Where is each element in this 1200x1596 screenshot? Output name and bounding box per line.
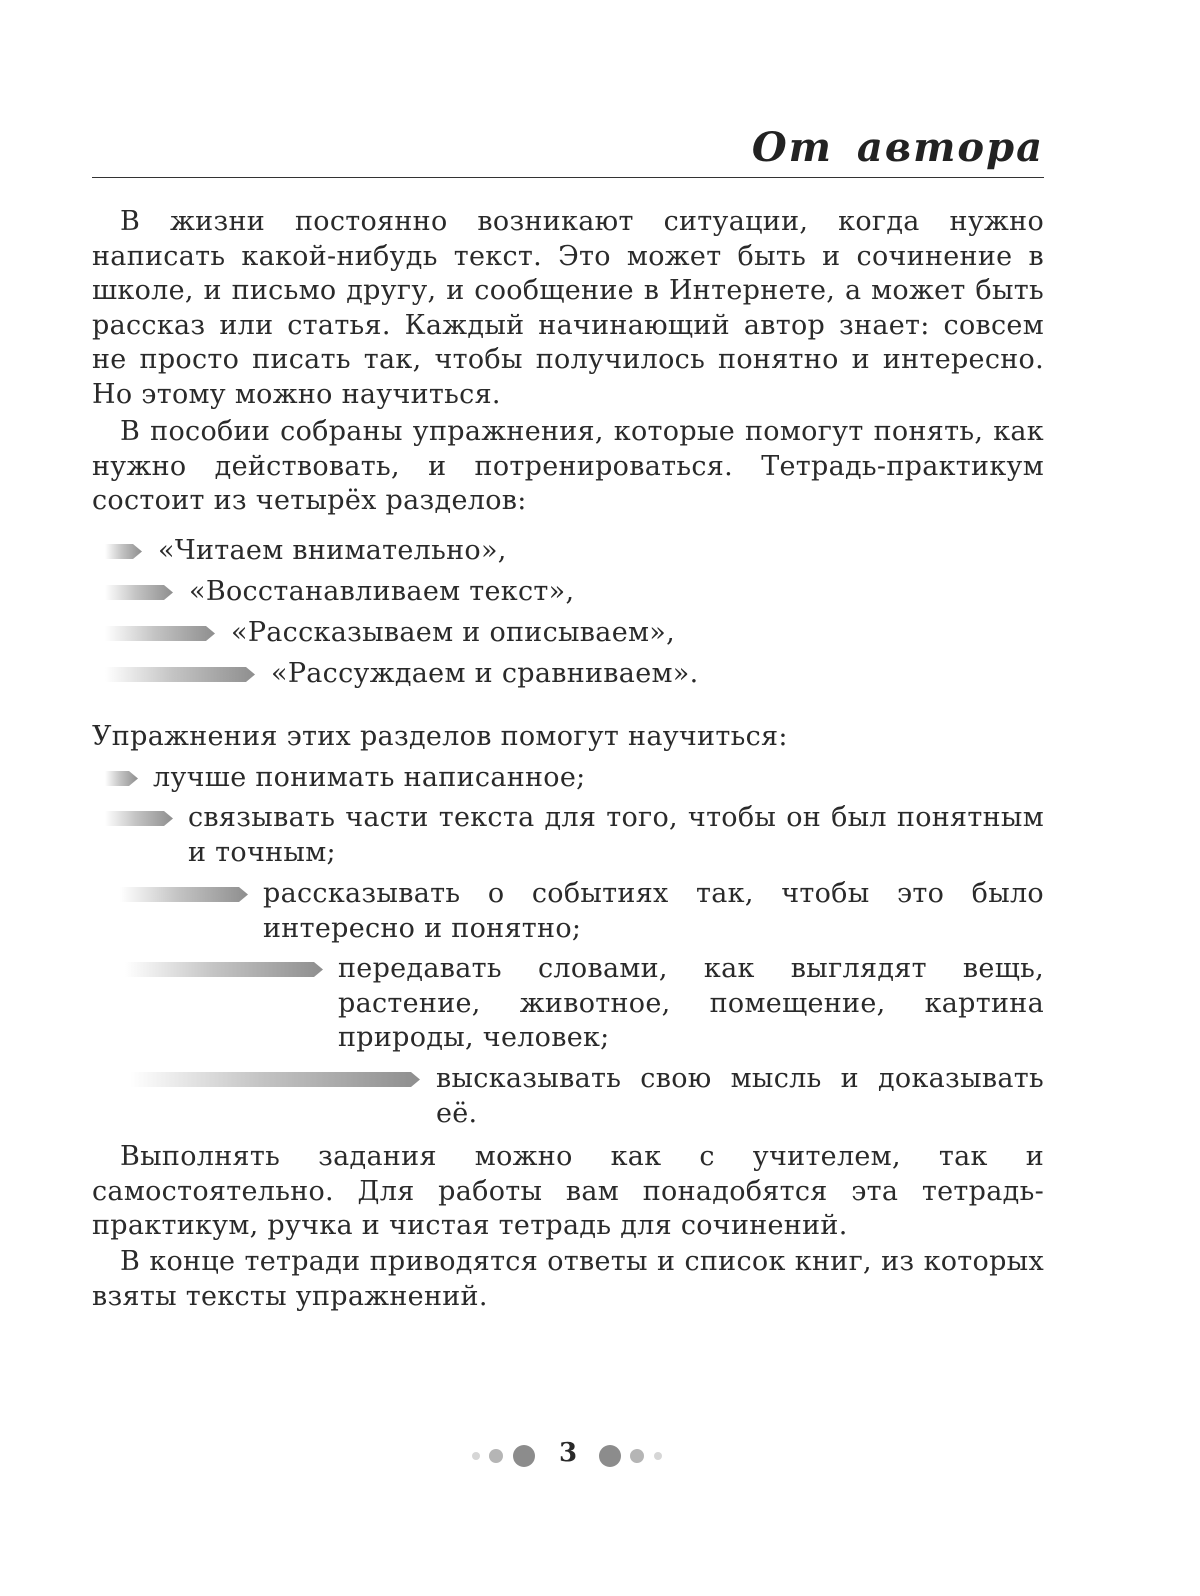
section-2-arrow-icon: [105, 585, 173, 600]
page-title: От автора: [751, 124, 1044, 171]
skill-3-arrow-icon: [120, 887, 248, 902]
footer-dot-icon: [630, 1449, 644, 1463]
section-item-2: «Восстанавливаем текст»,: [189, 576, 575, 607]
section-1-arrow-icon: [105, 544, 142, 559]
skill-4-arrow-icon: [125, 962, 323, 977]
skill-item-3: рассказывать о событиях так, чтобы это было интересно и понятно;: [263, 878, 1044, 944]
section-3-arrow-icon: [105, 626, 215, 641]
answers-paragraph: В конце тетради приводятся ответы и список книг, из которых взяты тексты упражнений.: [92, 1246, 1044, 1312]
work-paragraph: Выполнять задания можно как с учителем, так и самостоятельно. Для работы вам понадобятся эта тетрадь-практикум, ручка и чистая тетрадь для сочинений.: [92, 1141, 1044, 1241]
skill-item-5: высказывать свою мысль и доказывать её.: [436, 1063, 1044, 1129]
skill-1-arrow-icon: [105, 771, 138, 786]
footer-dot-icon: [472, 1452, 480, 1460]
title-rule: [92, 177, 1044, 178]
sections-intro-paragraph: В пособии собраны упражнения, которые помогут понять, как нужно действовать, и потренироваться. Тетрадь-практикум состоит из четырёх разделов:: [92, 416, 1044, 516]
section-4-arrow-icon: [105, 667, 255, 682]
section-item-1: «Читаем внимательно»,: [158, 535, 507, 566]
skill-item-4: передавать словами, как выглядят вещь, растение, животное, помещение, картина природы, человек;: [338, 953, 1044, 1053]
skills-intro: Упражнения этих разделов помогут научиться:: [92, 721, 788, 752]
footer-dot-icon: [513, 1445, 535, 1467]
footer-dot-icon: [489, 1449, 503, 1463]
section-item-3: «Рассказываем и описываем»,: [231, 617, 675, 648]
page-footer: [0, 1436, 1200, 1476]
section-item-4: «Рассуждаем и сравниваем».: [271, 658, 699, 689]
skill-item-2: связывать части текста для того, чтобы он был понятным и точным;: [188, 802, 1044, 868]
skill-2-arrow-icon: [105, 811, 173, 826]
page-number: 3: [558, 1438, 578, 1468]
footer-dot-icon: [599, 1445, 621, 1467]
skill-5-arrow-icon: [130, 1072, 420, 1087]
intro-paragraph: В жизни постоянно возникают ситуации, когда нужно написать какой-нибудь текст. Это может быть и сочинение в школе, и письмо другу, и сообщение в Интернете, а может быть рассказ или статья. Каждый начинающий автор знает: совсем не просто писать так, чтобы получилось понятно и интересно. Но этому можно научиться.: [92, 206, 1044, 410]
footer-dot-icon: [654, 1452, 662, 1460]
skill-item-1: лучше понимать написанное;: [153, 762, 586, 793]
